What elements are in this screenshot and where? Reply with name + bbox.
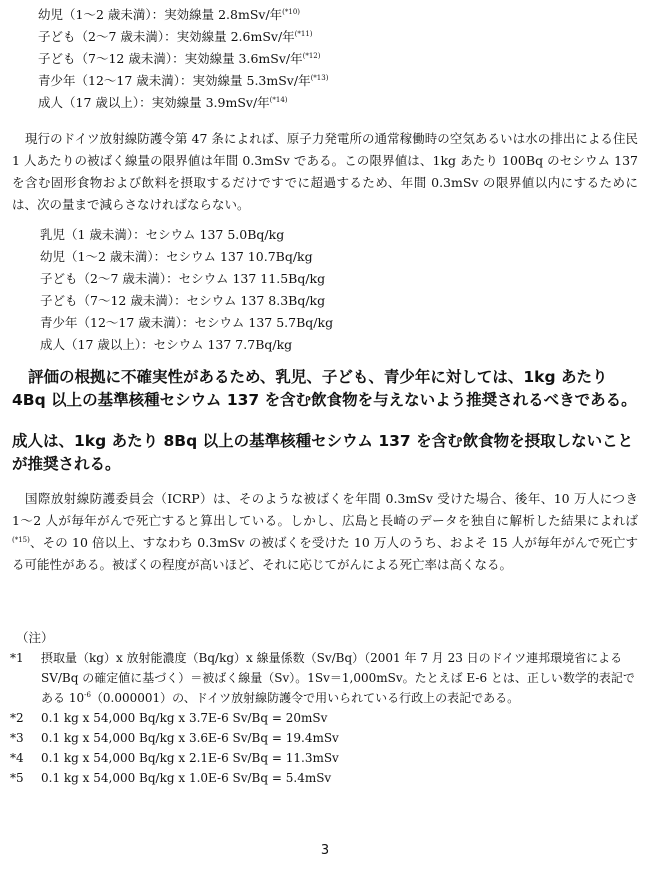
- note-number: *2: [10, 711, 24, 725]
- footnote-ref: (*12): [302, 52, 321, 60]
- list-item: [38, 70, 328, 92]
- exponent: -6: [84, 691, 91, 699]
- list-item: [38, 92, 328, 114]
- dose-item-label: 成人（17 歳以上）：実効線量 3.9mSv/年: [38, 95, 270, 110]
- note-text: 0.1 kg x 54,000 Bq/kg x 2.1E-6 Sv/Bq = 11.3mSv: [41, 751, 339, 765]
- note-item: [10, 728, 638, 748]
- recommendation-adults: 成人は、1kg あたり 8Bq 以上の基準核種セシウム 137 を含む飲食物を摂取しないことが推奨される。: [12, 432, 634, 473]
- footnote-ref: (*11): [294, 30, 313, 38]
- paragraph-radiation-limit: 現行のドイツ放射線防護令第 47 条によれば、原子力発電所の通常稼働時の空気あるいは水の排出による住民 1 人あたりの被ばく線量の限界値は年間 0.3mSv である。この限界値は、1kg あたり 100Bq のセシウム 137 を含む固形食物および飲料を摂取するだけですでに超過するため、年間 0.3mSv の限界値以内にするためには、次の量まで減らさなければならない。: [12, 131, 638, 212]
- footnote-ref: (*10): [282, 8, 301, 16]
- note-number: *4: [10, 751, 24, 765]
- note-item: [10, 708, 638, 728]
- notes-heading: （注）: [16, 630, 54, 645]
- list-item: 子ども（7〜12 歳未満）：セシウム 137 8.3Bq/kg: [40, 293, 326, 308]
- paragraph-text: 、その 10 倍以上、すなわち 0.3mSv の被ばくを受けた 10 万人のうち、およそ 15 人が毎年がんで死亡する可能性がある。被ばくの程度が高いほど、それに応じてがんによる死亡率は高くなる。: [12, 535, 638, 572]
- note-text: 0.1 kg x 54,000 Bq/kg x 1.0E-6 Sv/Bq = 5.4mSv: [41, 771, 332, 785]
- effective-dose-list: [38, 4, 328, 114]
- list-item: 青少年（12〜17 歳未満）：セシウム 137 5.7Bq/kg: [40, 315, 334, 330]
- list-item: [38, 26, 328, 48]
- list-item: 幼児（1〜2 歳未満）：セシウム 137 10.7Bq/kg: [40, 249, 313, 264]
- dose-item-label: 青少年（12〜17 歳未満）：実効線量 5.3mSv/年: [38, 73, 311, 88]
- dose-item-label: 幼児（1〜2 歳未満）：実効線量 2.8mSv/年: [38, 7, 283, 22]
- footnote-ref: (*15): [12, 536, 30, 544]
- paragraph-text: 国際放射線防護委員会（ICRP）は、そのような被ばくを年間 0.3mSv 受けた場合、後年、10 万人につき 1〜2 人が毎年がんで死亡すると算出している。しかし、広島と長崎のデータを独自に解析した結果によれば: [12, 491, 638, 528]
- footnote-ref: (*14): [269, 96, 288, 104]
- recommendation-children: 評価の根拠に不確実性があるため、乳児、子ども、青少年に対しては、1kg あたり 4Bq 以上の基準核種セシウム 137 を含む飲食物を与えないよう推奨されるべきである。: [12, 368, 637, 409]
- note-text-part: 摂取量（kg）x 放射能濃度（Bq/kg）x 線量係数（Sv/Bq）（2001 年 7 月 23 日のドイツ連邦環境省による SV/Bq の確定値に基づく）＝被ばく線量（Sv）。1Sv＝1,000mSv。たとえば E-6 とは、正しい数学的表記である 10: [41, 651, 635, 705]
- notes-list: [10, 648, 638, 788]
- note-text-part: （0.000001）の、ドイツ放射線防護令で用いられている行政上の表記である。: [90, 691, 520, 705]
- dose-item-label: 子ども（2〜7 歳未満）：実効線量 2.6mSv/年: [38, 29, 295, 44]
- cesium-limit-list: [40, 224, 333, 356]
- list-item: 子ども（2〜7 歳未満）：セシウム 137 11.5Bq/kg: [40, 271, 326, 286]
- paragraph-icrp: [12, 488, 638, 576]
- note-text: 0.1 kg x 54,000 Bq/kg x 3.7E-6 Sv/Bq = 20mSv: [41, 711, 328, 725]
- note-item: [10, 768, 638, 788]
- note-text: [41, 648, 638, 708]
- note-item: [10, 748, 638, 768]
- list-item: 乳児（1 歳未満）：セシウム 137 5.0Bq/kg: [40, 227, 285, 242]
- note-number: *1: [10, 651, 24, 665]
- dose-item-label: 子ども（7〜12 歳未満）：実効線量 3.6mSv/年: [38, 51, 303, 66]
- footnote-ref: (*13): [310, 74, 329, 82]
- list-item: [38, 48, 328, 70]
- list-item: 成人（17 歳以上）：セシウム 137 7.7Bq/kg: [40, 337, 293, 352]
- list-item: [38, 4, 328, 26]
- page-number: 3: [320, 843, 330, 858]
- note-number: *3: [10, 731, 24, 745]
- note-text: 0.1 kg x 54,000 Bq/kg x 3.6E-6 Sv/Bq = 19.4mSv: [41, 731, 339, 745]
- note-item: [10, 648, 638, 708]
- note-number: *5: [10, 771, 24, 785]
